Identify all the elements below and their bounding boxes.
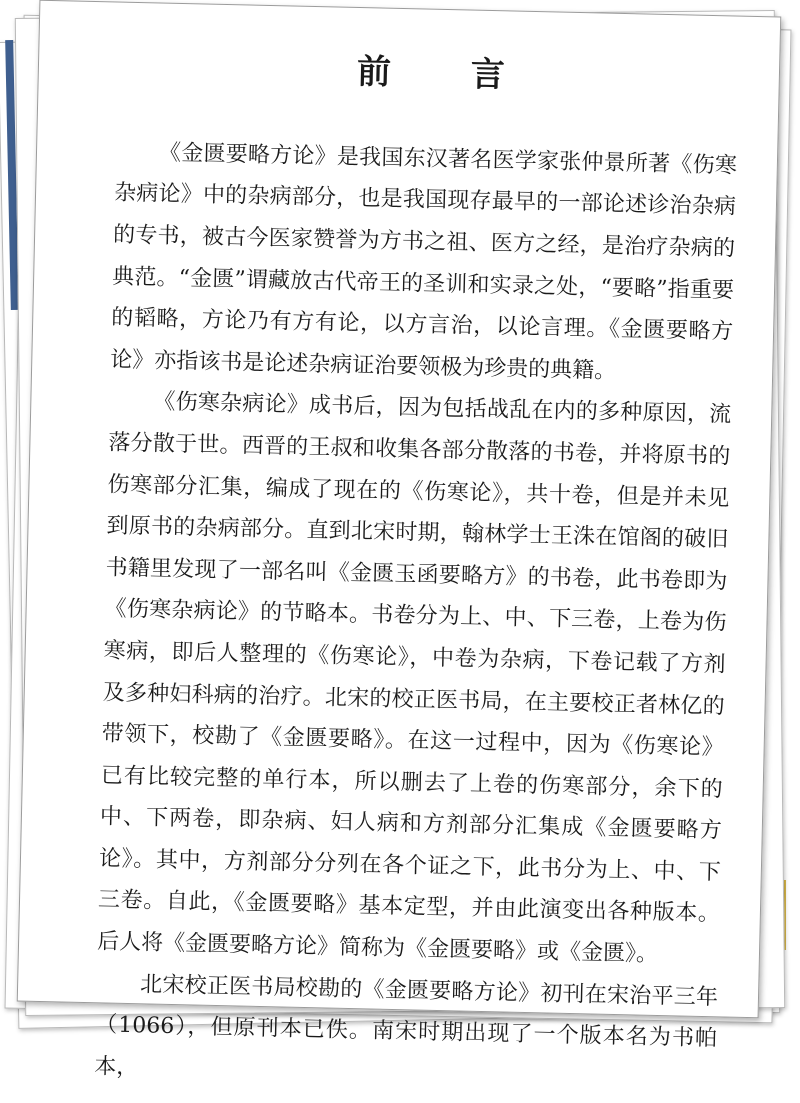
paragraph: 北宋校正医书局校勘的《金匮要略方论》初刊在宋治平三年（1066），但原刊本已佚。南宋时期出现了一个版本名为书帕本， xyxy=(93,971,719,1081)
document-page xyxy=(17,0,782,1081)
paragraph: 《金匮要略方论》是我国东汉著名医学家张仲景所著《伤寒杂病论》中的杂病部分，也是我国现存最早的一部论述诊治杂病的专书，被古今医家赞誉为方书之祖、医方之经，是治疗杂病的典范。“金匮”谓藏放古代帝王的圣训和实录之处，“要略”指重要的韬略，方论乃有方有论，以方言治，以论言理。《金匮要略方论》亦指该书是论述杂病证治要领极为珍贵的典籍。 xyxy=(110,140,738,384)
paragraph: 《伤寒杂病论》成书后，因为包括战乱在内的多种原因，流落分散于世。西晋的王叔和收集各部分散落的书卷，并将原书的伤寒部分汇集，编成了现在的《伤寒论》，共十卷，但是并未见到原书的杂病部分。直到北宋时期，翰林学士王洙在馆阁的破旧书籍里发现了一部名叫《金匮玉函要略方》的书卷，此书卷即为《伤寒杂病论》的节略本。书卷分为上、中、下三卷，上卷为伤寒病，即后人整理的《伤寒论》，中卷为杂病，下卷记载了方剂及多种妇科病的治疗。北宋的校正医书局，在主要校正者林亿的带领下，校勘了《金匮要略》。在这一过程中，因为《伤寒论》已有比较完整的单行本，所以删去了上卷的伤寒部分，余下的中、下两卷，即杂病、妇人病和方剂部分汇集成《金匮要略方论》。其中，方剂部分分列在各个证之下，此书分为上、中、下三卷。自此，《金匮要略》基本定型，并由此演变出各种版本。后人将《金匮要略方论》简称为《金匮要略》或《金匮》。 xyxy=(96,389,732,968)
page-body xyxy=(94,131,738,1102)
page-title: 前 言 xyxy=(356,51,540,97)
